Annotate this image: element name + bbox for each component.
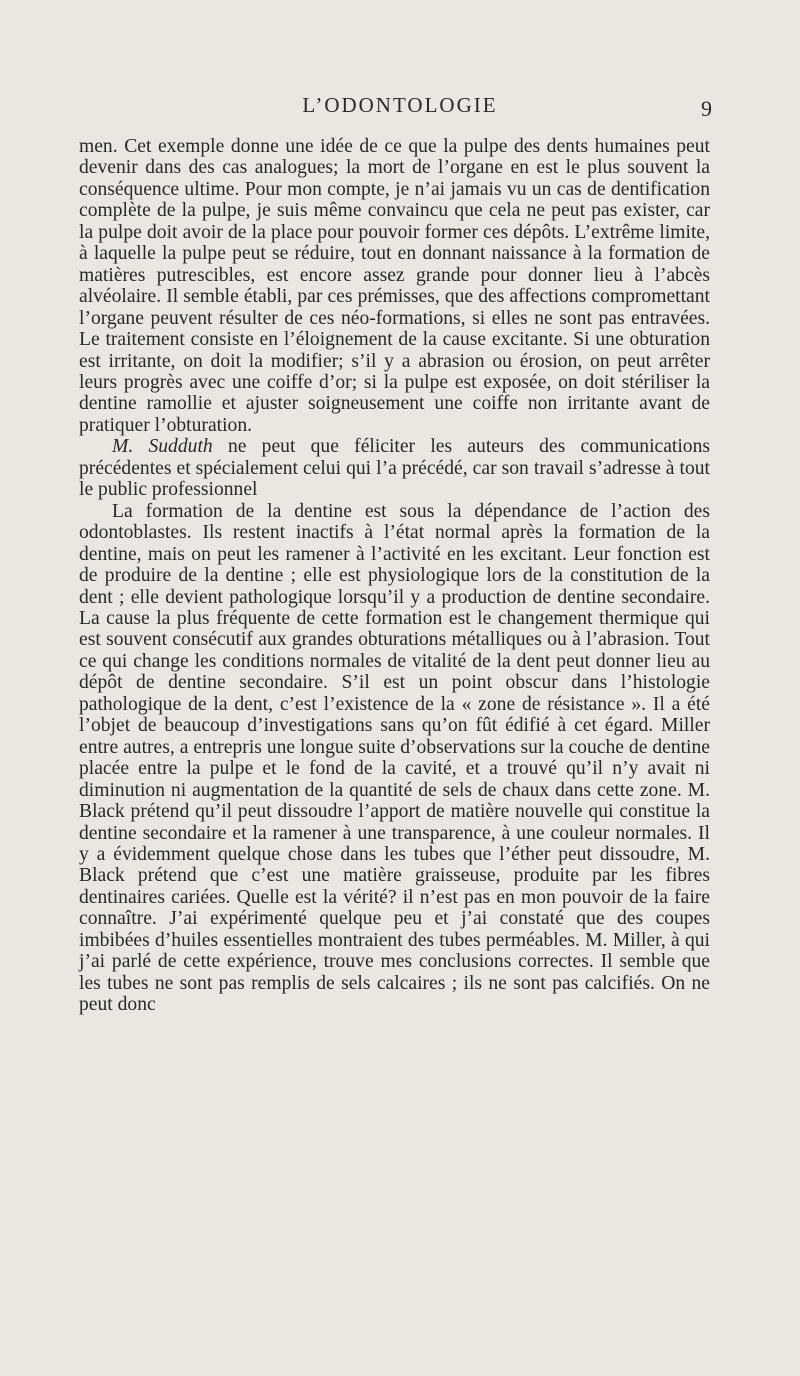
- speaker-name: M. Sudduth: [112, 436, 213, 458]
- paragraph-sudduth-text: ne peut que féliciter les auteurs des communications précédentes et spécialement celui qui l’a précédé, car son travail s’adresse à tout le public professionnel: [79, 436, 711, 501]
- running-head: [0, 93, 800, 123]
- running-title: L’ODONTOLOGIE: [302, 93, 498, 117]
- paragraph-sudduth: [79, 436, 710, 500]
- body-text: [79, 136, 710, 1016]
- paragraph-dentine: La formation de la dentine est sous la dépendance de l’action des odontoblastes. Ils restent inactifs à l’état normal après la formation de la dentine, mais on peut les ramener à l’activité en les excitant. Leur fonction est de produire de la dentine ; elle est physiologique lors de la constitution de la dent ; elle devient pathologique lorsqu’il y a production de dentine secondaire. La cause la plus fréquente de cette formation est le changement thermique qui est souvent consécutif aux grandes obturations métalliques ou à l’abrasion. Tout ce qui change les conditions normales de vitalité de la dent peut donner lieu au dépôt de dentine secondaire. S’il est un point obscur dans l’histologie pathologique de la dent, c’est l’existence de la « zone de résistance ». Il a été l’objet de beaucoup d’investigations sans qu’on fût édifié à cet égard. Miller entre autres, a entrepris une longue suite d’observations sur la couche de dentine placée entre la pulpe et le fond de la cavité, et a trouvé qu’il n’y avait ni diminution ni augmentation de la quantité de sels de chaux dans cette zone. M. Black prétend qu’il peut dissoudre l’apport de matière nouvelle qui constitue la dentine secondaire et la ramener à une transparence, à une couleur normales. Il y a évidemment quelque chose dans les tubes que l’éther peut dissoudre, M. Black prétend que c’est une matière graisseuse, produite par les fibres dentinaires cariées. Quelle est la vérité? il n’est pas en mon pouvoir de la faire connaître. J’ai expérimenté quelque peu et j’ai constaté que des coupes imbibées d’huiles essentielles montraient des tubes perméables. M. Miller, à qui j’ai parlé de cette expérience, trouve mes conclusions correctes. Il semble que les tubes ne sont pas remplis de sels calcaires ; ils ne sont pas calcifiés. On ne peut donc: [79, 500, 710, 1016]
- page-number: 9: [701, 96, 712, 121]
- paragraph-continuation: men. Cet exemple donne une idée de ce que la pulpe des dents humaines peut devenir dans des cas analogues; la mort de l’organe en est le plus souvent la conséquence ultime. Pour mon compte, je n’ai jamais vu un cas de dentification complète de la pulpe, je suis même convaincu que cela ne peut pas exister, car la pulpe doit avoir de la place pour pouvoir former ces dépôts. L’extrême limite, à laquelle la pulpe peut se réduire, tout en donnant naissance à la formation de matières putrescibles, est encore assez grande pour donner lieu à l’abcès alvéolaire. Il semble établi, par ces prémisses, que des affections compromettant l’organe peuvent résulter de ces néo-formations, si elles ne sont pas entravées. Le traitement consiste en l’éloignement de la cause excitante. Si une obturation est irritante, on doit la modifier; s’il y a abrasion ou érosion, on peut arrêter leurs progrès avec une coiffe d’or; si la pulpe est exposée, on doit stériliser la dentine ramollie et ajuster soigneusement une coiffe non irritante avant de pratiquer l’obturation.: [79, 136, 710, 436]
